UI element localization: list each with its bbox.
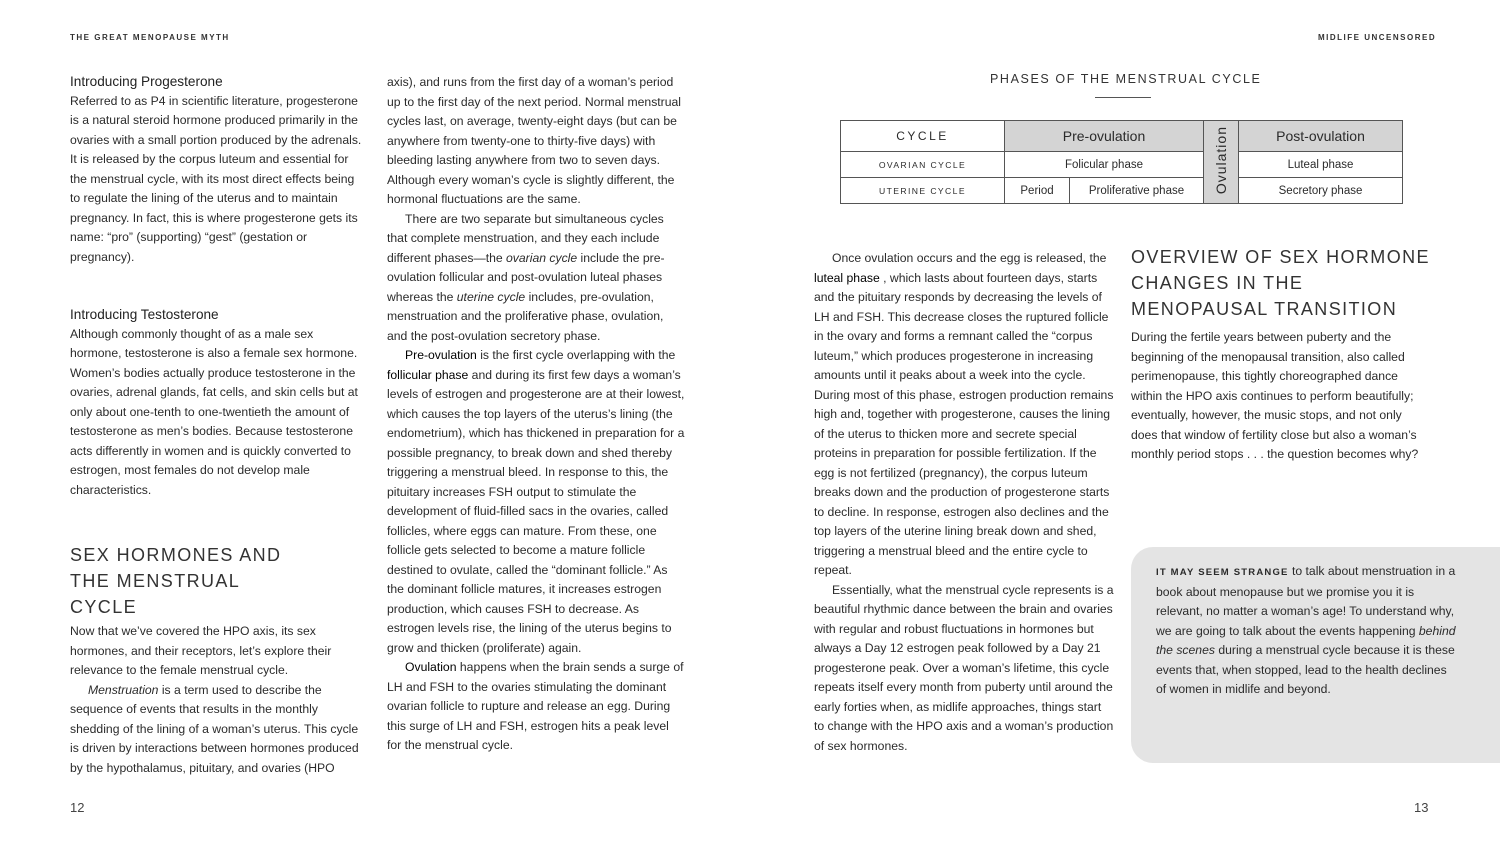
term-menstruation: Menstruation (88, 682, 159, 697)
subheading-progesterone: Introducing Progesterone (70, 74, 223, 89)
header-post-ovulation: Post-ovulation (1239, 121, 1403, 152)
term-pre-ovulation: Pre-ovulation (405, 348, 477, 362)
paragraph-cycle-length: axis), and runs from the first day of a woman’s period up to the first day of the next period. Normal menstrual cycles last, on average, twenty-eight days (but can be anywhere from twenty-one to thirty-five days) with bleeding lasting anywhere from two to seven days. Although every woman’s cycle is slightly different, the hormonal fluctuations are the same. (387, 75, 681, 206)
paragraph-rhythm: Essentially, what the menstrual cycle represents is a beautiful rhythmic dance between the brain and ovaries with regular and robust fluctuations in hormones but always a Day 12 estrogen peak followed by a Day 21 progesterone peak. Over a woman’s lifetime, this cycle repeats itself every month from puberty until around the early forties when, as midlife approaches, things start to change with the HPO axis and a woman’s production of sex hormones. (814, 582, 1114, 753)
column-1 (70, 72, 366, 778)
two-cycles-text-a: There are two separate but simultaneous cycles that complete menstruation, and they each include different phases—the (387, 211, 664, 265)
subheading-testosterone: Introducing Testosterone (70, 307, 219, 322)
luteal-text-b: , which lasts about fourteen days, starts and the pituitary responds by decreasing the levels of LH and FSH. This decrease closes the ruptured follicle in the ovary and forms a remnant called the “corpus luteum,” which produces progesterone in increasing amounts until it peaks about a week into the cycle. During most of this phase, estrogen production remains high and, together with progesterone, causes the lining of the uterus to thicken more and secrete special proteins in preparation for possible fertilization. If the egg is not fertilized (pregnancy), the corpus luteum breaks down and the production of progesterone starts to decline. In response, estrogen also declines and the top layers of the uterine lining break down and shed, triggering a menstrual bleed and the entire cycle to repeat. (814, 270, 1114, 577)
term-follicular-phase: follicular phase (387, 367, 469, 382)
paragraph-testosterone: Although commonly thought of as a male sex hormone, testosterone is also a female sex hormone. Women’s bodies actually produce testosterone in the ovaries, adrenal glands, fat cells, and skin cells but at only about one-tenth to one-twentieth the amount of testosterone as men’s bodies. Because testosterone acts differently in women and is quickly converted to estrogen, most females do not develop male characteristics. (70, 326, 358, 497)
ovulation-label: Ovulation (1213, 126, 1229, 195)
section-heading-menstrual-cycle: SEX HORMONES AND THE MENSTRUAL CYCLE (70, 545, 282, 617)
cell-secretory: Secretory phase (1239, 178, 1403, 204)
table-title: PHASES OF THE MENSTRUAL CYCLE (990, 72, 1262, 86)
cell-luteal: Luteal phase (1239, 152, 1403, 178)
section-heading-overview: OVERVIEW OF SEX HORMONE CHANGES IN THE MENOPAUSAL TRANSITION (1131, 247, 1430, 319)
phases-table (840, 120, 1403, 204)
header-pre-ovulation: Pre-ovulation (1005, 121, 1204, 152)
luteal-text-a: Once ovulation occurs and the egg is released, the (832, 251, 1107, 265)
two-cycles-text-c: includes, pre-ovulation, menstruation and the proliferative phase, ovulation, and the post-ovulation secretory phase. (387, 289, 664, 343)
column-2 (387, 73, 686, 756)
ovulation-column (1204, 121, 1239, 204)
paragraph-fertile-years: During the fertile years between puberty and the beginning of the menopausal transition, also called perimenopause, this tightly choreographed dance within the HPO axis continues to perform beautifully; eventually, however, the music stops, and not only does that window of fertility close but also a woman’s monthly period stops . . . the question becomes why? (1131, 330, 1419, 461)
paragraph-pre-ovulation (387, 346, 686, 658)
two-cycles-text-b: include the pre-ovulation follicular and post-ovulation luteal phases whereas the (387, 250, 665, 304)
running-head-left: THE GREAT MENOPAUSE MYTH (70, 33, 230, 42)
sidebar-lead: IT MAY SEEM STRANGE (1156, 567, 1289, 578)
paragraph-progesterone: Referred to as P4 in scientific literature, progesterone is a natural steroid hormone produced primarily in the ovaries with a small portion produced by the adrenals. It is released by the corpus luteum and essential for the menstrual cycle, with its most direct effects being to regulate the lining of the uterus and to maintain pregnancy. In fact, this is where progesterone gets its name: “pro” (supporting) “gest” (gestation or pregnancy). (70, 93, 362, 264)
sidebar-emphasis: behind the scenes (1156, 623, 1456, 657)
term-ovarian-cycle: ovarian cycle (506, 250, 578, 265)
running-head-right: MIDLIFE UNCENSORED (1318, 33, 1437, 42)
paragraph-ovulation (387, 658, 686, 756)
term-luteal-phase: luteal phase (814, 270, 880, 285)
term-uterine-cycle: uterine cycle (456, 289, 526, 304)
pre-ovulation-text-a: is the first cycle overlapping with the (476, 348, 676, 362)
row-label-ovarian: OVARIAN CYCLE (841, 152, 1005, 178)
paragraph-two-cycles (387, 210, 686, 347)
menstruation-text: is a term used to describe the sequence of events that results in the monthly shedding of the lining of a woman’s uterus. This cycle is driven by interactions between hormones produced by the hypothalamus, pituitary, and ovaries (HPO (70, 682, 359, 775)
column-4 (1131, 244, 1431, 465)
cell-proliferative: Proliferative phase (1070, 178, 1204, 204)
sidebar-text-a: to talk about menstruation in a book about menopause but we promise you it is relevant, no matter a woman’s age! To understand why, we are going to talk about the events happening (1156, 564, 1456, 638)
page-number-left: 12 (70, 800, 85, 815)
title-rule (1095, 97, 1151, 98)
page-number-right: 13 (1414, 800, 1429, 815)
ovulation-text: happens when the brain sends a surge of LH and FSH to the ovaries stimulating the dominant ovarian follicle to rupture and release an egg. During this surge of LH and FSH, estrogen hits a peak level for the menstrual cycle. (387, 660, 684, 752)
cell-period: Period (1005, 178, 1070, 204)
sidebar-text (1156, 562, 1456, 700)
sidebar-text-b: during a menstrual cycle because it is these events that, when stopped, lead to the health declines of women in midlife and beyond. (1156, 643, 1455, 696)
row-label-uterine: UTERINE CYCLE (841, 178, 1005, 204)
cell-follicular: Folicular phase (1005, 152, 1204, 178)
column-3 (814, 249, 1114, 756)
paragraph-luteal (814, 249, 1114, 581)
paragraph-menstruation (70, 681, 366, 779)
paragraph-intro-cycle: Now that we’ve covered the HPO axis, its sex hormones, and their receptors, let’s explore their relevance to the female menstrual cycle. (70, 624, 332, 677)
pre-ovulation-text-b: and during its first few days a woman’s levels of estrogen and progesterone are at their lowest, which causes the top layers of the uterus’s lining (the endometrium), which has thickened in preparation for a possible pregnancy, to break down and shed thereby triggering a menstrual bleed. In response to this, the pituitary increases FSH output to stimulate the development of fluid-filled sacs in the ovaries, called follicles, where eggs can mature. From these, one follicle gets selected to become a mature follicle destined to ovulate, called the “dominant follicle.” As the dominant follicle matures, it increases estrogen production, which causes FSH to decrease. As estrogen levels rise, the lining of the uterus begins to grow and thicken (proliferate) again. (387, 367, 685, 655)
term-ovulation: Ovulation (405, 660, 457, 674)
header-cycle: CYCLE (841, 121, 1005, 152)
